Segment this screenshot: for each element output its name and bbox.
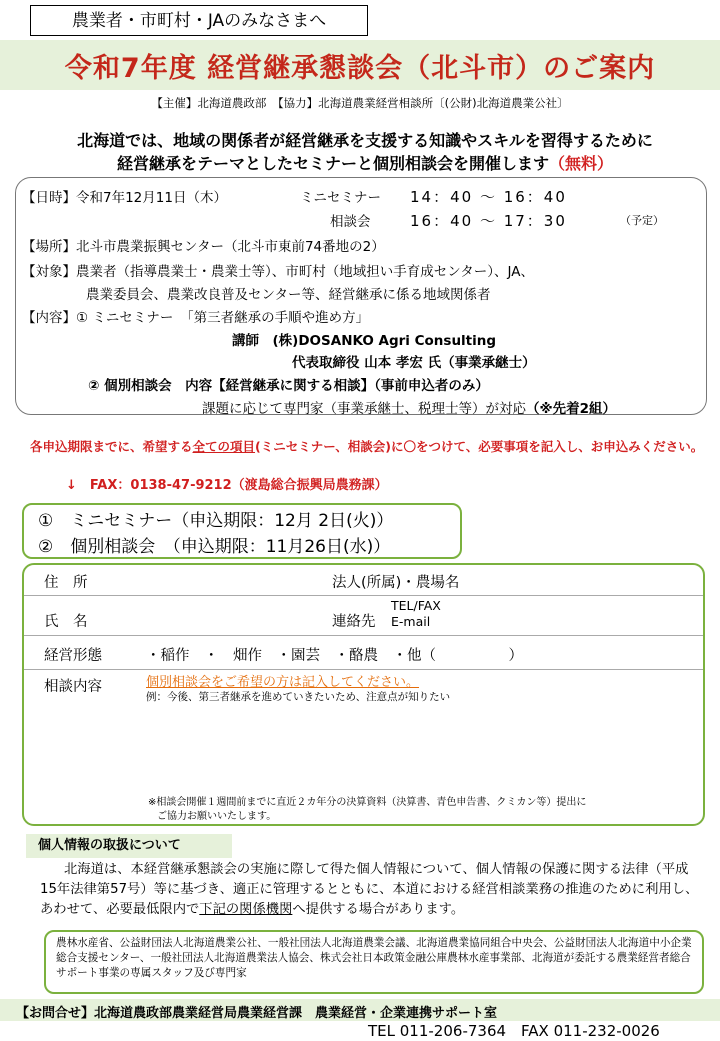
target-line-2: 農業委員会、農業改良普及センター等、経営継承に係る地域関係者 — [86, 287, 491, 303]
content-item-2-note-row — [202, 397, 616, 417]
management-type-options[interactable]: ・稲作 ・ 畑作 ・園芸 ・酪農 ・他（ ） — [146, 648, 523, 664]
consult-name: 相談会 — [330, 214, 371, 230]
consult-content-hint: 個別相談会をご希望の方は記入してください。 — [146, 675, 420, 690]
consult-time: 16：40 ～ 17：30 — [410, 212, 567, 230]
content-item-2: ② 個別相談会 内容【経営継承に関する相談】（事前申込者のみ） — [88, 378, 489, 394]
form-divider — [24, 669, 703, 670]
fax-number: FAX：0138-47-9212（渡島総合振興局農務課） — [89, 478, 388, 493]
email-label: E-mail — [391, 614, 431, 629]
first-come-note: （※先着2組） — [526, 401, 617, 417]
name-field[interactable]: 氏 名 — [44, 614, 88, 630]
notice-underlined: 全ての項目 — [192, 439, 256, 454]
date-value: 令和7年12月11日（木） — [76, 190, 227, 206]
privacy-heading: 個人情報の取扱について — [26, 834, 232, 858]
arrow-down-icon: ↓ — [66, 478, 77, 493]
address-field[interactable]: 住 所 — [44, 575, 88, 591]
inquiry-line: 【お問合せ】北海道農政部農業経営局農業経営課 農業経営・企業連携サポート室 — [16, 1006, 498, 1021]
privacy-text-part-1: 北海道は、本経営継承懇談会の実施に際して得た個人情報について、個人情報の保護に関する法律（平成15年法律第57号）等に基づき、適正に管理するとともに、本道における経営相談業務の推進のために利用し、あわせて、必要最低限内で — [40, 862, 699, 917]
form-footnote-2: ご協力お願いいたします。 — [157, 811, 277, 822]
audience-banner: 農業者・市町村・JAのみなさまへ — [30, 5, 368, 36]
deadline-consult: ② 個別相談会 （申込期限：11月26日(水)） — [38, 537, 391, 557]
target-line-1: 農業者（指導農業士・農業士等）、市町村（地域担い手育成センター）、JA、 — [76, 264, 534, 280]
target-row — [22, 260, 534, 280]
lead-line-2-text: 経営継承をテーマとしたセミナーと個別相談会を開催します — [116, 154, 549, 173]
place-row — [22, 235, 385, 255]
privacy-text-part-2: へ提供する場合があります。 — [292, 902, 465, 917]
organizer-line: 【主催】北海道農政部 【協力】北海道農業経営相談所〔(公財)北海道農業公社〕 — [151, 96, 569, 110]
content-row — [22, 306, 369, 326]
lecturer-label: 講師 — [232, 333, 259, 349]
notice-part-2: (ミニセミナー、相談会)に〇をつけて、必要事項を記入し、お申込みください。 — [255, 439, 704, 454]
page-title: 令和7年度 経営継承懇談会（北斗市）のご案内 — [64, 53, 656, 84]
lead-line-1: 北海道では、地域の関係者が経営継承を支援する知識やスキルを習得するために — [77, 131, 653, 150]
seminar-name: ミニセミナー — [300, 190, 381, 206]
date-label: 【日時】 — [22, 190, 76, 206]
contact-types — [391, 598, 441, 630]
lead-line-2 — [20, 151, 710, 174]
consult-content-label: 相談内容 — [44, 679, 102, 695]
privacy-text-underlined: 下記の関係機関 — [199, 902, 293, 917]
tel-fax-line: TEL 011-206-7364 FAX 011-232-0026 — [368, 1022, 660, 1040]
content-item-2-note: 課題に応じて専門家（事業承継士、税理士等）が対応 — [202, 401, 526, 417]
form-divider — [24, 635, 703, 636]
place-value: 北斗市農業振興センター（北斗市東前74番地の2） — [76, 239, 385, 255]
content-label: 【内容】 — [22, 310, 76, 326]
target-label: 【対象】 — [22, 264, 76, 280]
privacy-text — [40, 860, 700, 920]
consult-note: （予定） — [620, 214, 664, 227]
notice-part-1: 各申込期限までに、希望する — [30, 439, 193, 454]
contact-field[interactable]: 連絡先 — [332, 614, 376, 630]
free-badge: （無料） — [549, 154, 614, 173]
consult-content-field[interactable] — [146, 702, 686, 788]
tel-fax-label: TEL/FAX — [391, 598, 441, 613]
content-item-1: ① ミニセミナー 「第三者継承の手順や進め方」 — [76, 310, 370, 326]
form-divider — [24, 595, 703, 596]
fax-line — [66, 474, 388, 493]
management-type-label: 経営形態 — [44, 648, 102, 664]
lecturer-line — [232, 329, 496, 349]
form-footnote-1: ※相談会開催１週間前までに直近２カ年分の決算資料（決算書、青色申告書、クミカン等）提出に — [148, 797, 587, 808]
lecturer-name: 代表取締役 山本 孝宏 氏（事業承継士） — [292, 355, 536, 371]
related-organizations: 農林水産省、公益財団法人北海道農業公社、一般社団法人北海道農業会議、北海道農業協同組合中央会、公益財団法人北海道中小企業総合支援センター、一般社団法人北海道農業法人協会、株式会社日本政策金融公庫農林水産事業部、北海道が委託する農業経営者総合サポート事業の専属スタッフ及び専門家 — [44, 930, 704, 994]
seminar-time: 14：40 ～ 16：40 — [410, 188, 567, 206]
consult-content-example: 例：今後、第三者継承を進めていきたいため、注意点が知りたい — [146, 691, 451, 703]
deadline-seminar: ① ミニセミナー（申込期限：12月 2日(火)） — [38, 511, 394, 531]
application-notice — [30, 439, 710, 455]
date-row — [22, 186, 227, 206]
company-field[interactable]: 法人(所属)・農場名 — [332, 575, 460, 591]
lecturer-org: (株)DOSANKO Agri Consulting — [272, 333, 497, 349]
place-label: 【場所】 — [22, 239, 76, 255]
